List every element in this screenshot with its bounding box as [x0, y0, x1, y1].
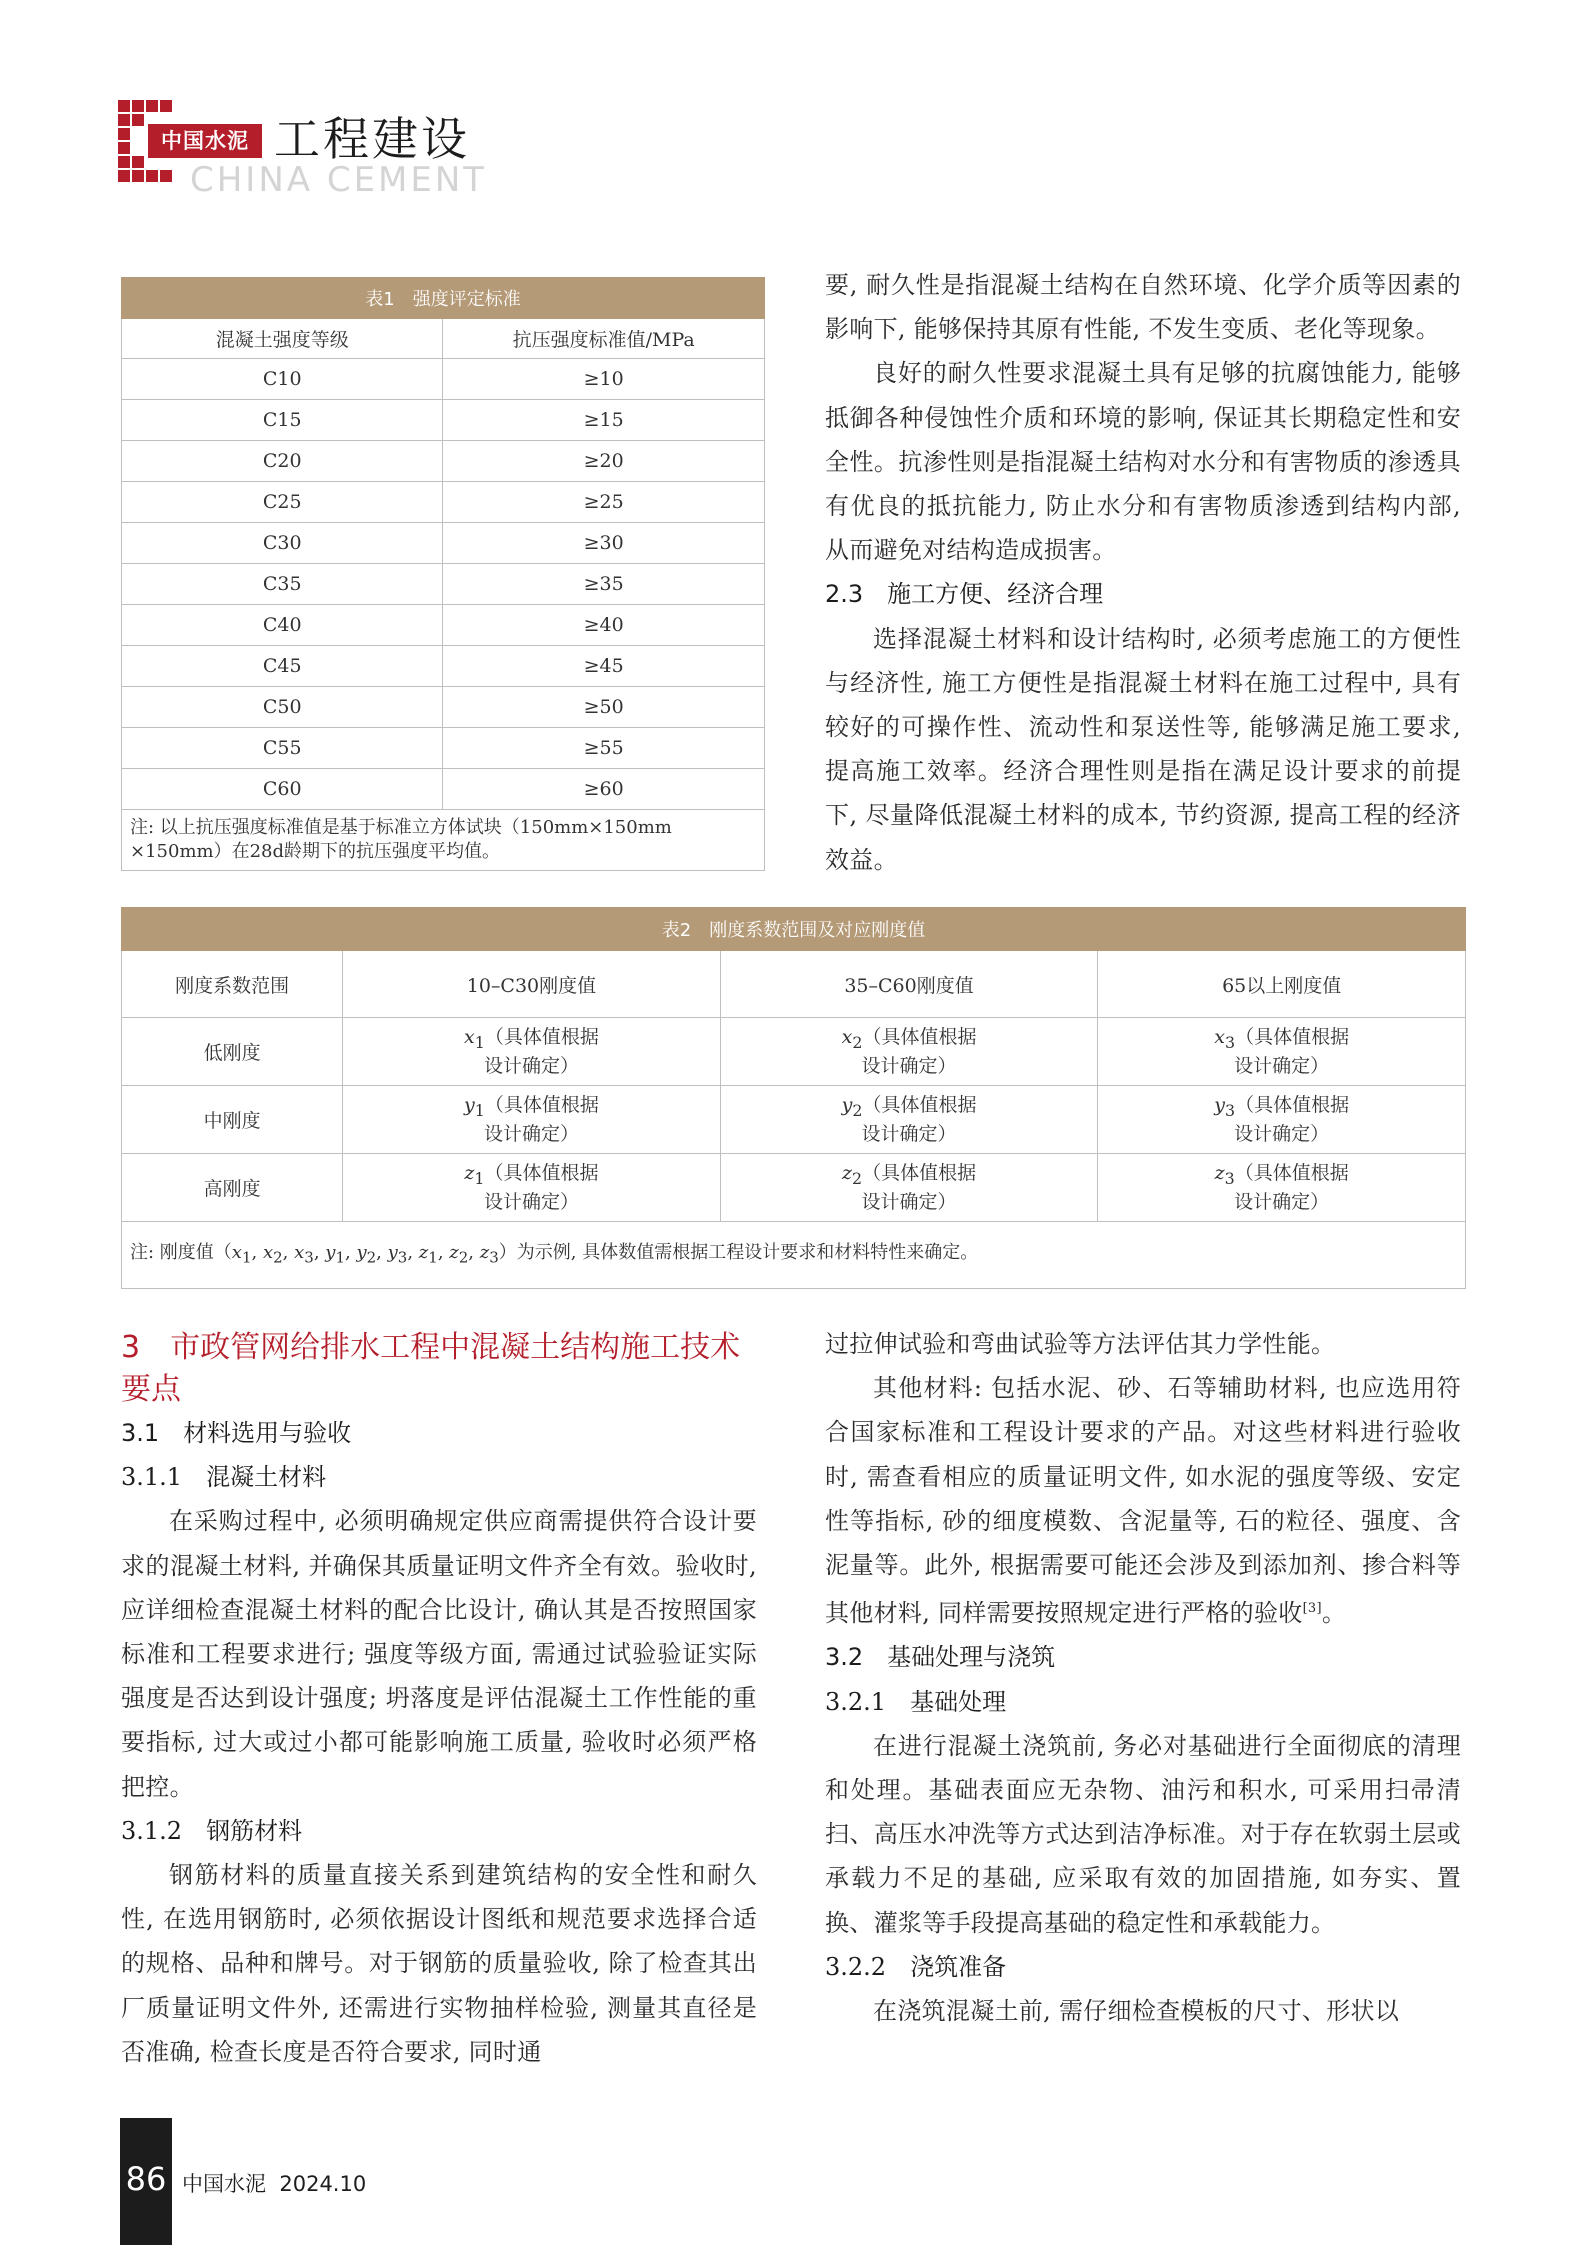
logo-square — [118, 170, 130, 182]
table2-note: 注: 刚度值（$x_1$, $x_2$, $x_3$, $y_1$, $y_2$, $y_3$, $z_1$, $z_2$, $z_3$）为示例, 具体数值需根据工程设计要求和材料特性来确定。 — [122, 1222, 1466, 1289]
variable: x — [841, 1025, 853, 1048]
table-cell: C30 — [122, 523, 443, 564]
table-cell: ≥45 — [443, 646, 765, 687]
paragraph — [825, 1366, 1461, 1635]
table-row — [122, 728, 765, 769]
table-cell — [720, 1154, 1098, 1222]
variable: z — [841, 1161, 852, 1184]
logo-square — [118, 128, 130, 140]
variable-subscript: 3 — [397, 1248, 408, 1267]
left-column-bottom — [121, 1327, 757, 2074]
variable-subscript: 2 — [852, 1100, 863, 1120]
variable-subscript: 2 — [273, 1248, 283, 1267]
table2-header: 10–C30刚度值 — [343, 951, 721, 1018]
table-row-label: 低刚度 — [122, 1018, 343, 1086]
table-cell: C55 — [122, 728, 443, 769]
table-cell — [343, 1086, 721, 1154]
variable-subscript: 3 — [489, 1248, 499, 1267]
journal-name: 中国水泥 — [182, 2172, 266, 2196]
table-cell — [343, 1018, 721, 1086]
cell-text: 设计确定） — [483, 1123, 579, 1146]
variable: y — [356, 1241, 367, 1263]
variable: z — [1214, 1161, 1225, 1184]
variable-subscript: 2 — [366, 1248, 377, 1267]
variable: z — [464, 1161, 475, 1184]
heading-3-2-1: 3.2.1 基础处理 — [825, 1687, 1007, 1716]
table-cell: C10 — [122, 359, 443, 400]
variable: z — [418, 1241, 429, 1263]
note-suffix: ）为示例, 具体数值需根据工程设计要求和材料特性来确定。 — [498, 1241, 979, 1263]
table-cell: ≥55 — [443, 728, 765, 769]
table2-caption: 表2 刚度系数范围及对应刚度值 — [122, 908, 1466, 951]
cell-text: （具体值根据 — [862, 1093, 977, 1116]
logo-square — [160, 100, 172, 112]
table-cell: C20 — [122, 441, 443, 482]
variable-subscript: 3 — [304, 1248, 314, 1267]
table-cell: ≥15 — [443, 400, 765, 441]
variable-subscript: 2 — [458, 1248, 469, 1267]
table1-note: 注: 以上抗压强度标准值是基于标准立方体试块（150mm×150mm ×150mm）在28d龄期下的抗压强度平均值。 — [122, 810, 765, 871]
heading-2-3: 2.3 施工方便、经济合理 — [825, 580, 1104, 609]
cell-text: 设计确定） — [861, 1191, 957, 1214]
paragraph: 选择混凝土材料和设计结构时, 必须考虑施工的方便性与经济性, 施工方便性是指混凝土材料在施工过程中, 具有较好的可操作性、流动性和泵送性等, 能够满足施工要求, 提高施工效率。经济合理性则是指在满足设计要求的前提下, 尽量降低混凝土材料的成本, 节约资源, 提高工程的经济效益。 — [825, 624, 1461, 874]
variable-subscript: 1 — [428, 1248, 438, 1267]
logo-square — [132, 100, 144, 112]
table-row — [122, 1018, 1466, 1086]
table-cell: ≥35 — [443, 564, 765, 605]
logo-square — [132, 170, 144, 182]
note-prefix: 注: 刚度值（ — [130, 1241, 232, 1263]
variable: y — [1214, 1093, 1225, 1116]
variable: y — [841, 1093, 853, 1116]
paragraph: 要, 耐久性是指混凝土结构在自然环境、化学介质等因素的影响下, 能够保持其原有性能, 不发生变质、老化等现象。 — [825, 271, 1461, 344]
table-cell: ≥25 — [443, 482, 765, 523]
table2-header: 35–C60刚度值 — [720, 951, 1098, 1018]
variable-subscript: 2 — [852, 1168, 863, 1188]
logo-square — [132, 156, 144, 168]
table-cell: ≥10 — [443, 359, 765, 400]
logo-square — [160, 170, 172, 182]
cell-text: （具体值根据 — [1235, 1025, 1350, 1048]
table2-header: 刚度系数范围 — [122, 951, 343, 1018]
table-row-label: 高刚度 — [122, 1154, 343, 1222]
variable: x — [262, 1241, 274, 1263]
cell-text: 设计确定） — [861, 1055, 957, 1078]
table-cell — [1098, 1086, 1466, 1154]
table-row — [122, 769, 765, 810]
cell-text: 设计确定） — [483, 1191, 579, 1214]
variable: x — [294, 1241, 305, 1263]
variable-subscript: 1 — [335, 1248, 345, 1267]
cell-text: （具体值根据 — [484, 1025, 599, 1048]
logo-square — [118, 142, 130, 154]
table-cell — [343, 1154, 721, 1222]
table-strength-standard — [121, 277, 765, 871]
cell-text: 设计确定） — [1234, 1191, 1330, 1214]
table-cell — [1098, 1018, 1466, 1086]
table-row — [122, 564, 765, 605]
table-row — [122, 687, 765, 728]
logo-subtitle: CHINA CEMENT — [190, 160, 488, 200]
paragraph: 过拉伸试验和弯曲试验等方法评估其力学性能。 — [825, 1330, 1336, 1358]
cell-text: 设计确定） — [1234, 1055, 1330, 1078]
table1-header-strength: 抗压强度标准值/MPa — [443, 319, 765, 359]
variable: x — [1214, 1025, 1225, 1048]
table-row — [122, 646, 765, 687]
right-column-bottom — [825, 1322, 1461, 2033]
cell-text: （具体值根据 — [862, 1161, 977, 1184]
cell-text: （具体值根据 — [1234, 1161, 1349, 1184]
table-row — [122, 605, 765, 646]
table-row — [122, 523, 765, 564]
journal-issue — [182, 2168, 366, 2198]
cell-text: （具体值根据 — [1235, 1093, 1350, 1116]
table-cell: C35 — [122, 564, 443, 605]
cell-text: 设计确定） — [1234, 1123, 1330, 1146]
variable: y — [325, 1241, 336, 1263]
logo-square — [118, 156, 130, 168]
page-number: 86 — [125, 2160, 167, 2198]
issue-date: 2024.10 — [279, 2172, 367, 2196]
table-cell: ≥40 — [443, 605, 765, 646]
paragraph: 在浇筑混凝土前, 需仔细检查模板的尺寸、形状以 — [873, 1997, 1400, 2026]
table-cell — [720, 1018, 1098, 1086]
table-cell: C15 — [122, 400, 443, 441]
table-cell: C45 — [122, 646, 443, 687]
cell-text: 设计确定） — [861, 1123, 957, 1146]
variable-subscript: 3 — [1224, 1100, 1236, 1120]
variable: x — [464, 1025, 475, 1048]
variable-subscript: 3 — [1224, 1168, 1235, 1188]
table-row — [122, 1154, 1466, 1222]
heading-3-2-2: 3.2.2 浇筑准备 — [825, 1952, 1007, 1981]
table1-caption: 表1 强度评定标准 — [122, 278, 765, 319]
table1-header-grade: 混凝土强度等级 — [122, 319, 443, 359]
variable-subscript: 1 — [241, 1248, 252, 1267]
cell-text: （具体值根据 — [484, 1161, 599, 1184]
table-row — [122, 1086, 1466, 1154]
table-cell: ≥20 — [443, 441, 765, 482]
variable: y — [464, 1093, 475, 1116]
variable: x — [231, 1241, 242, 1263]
table-row — [122, 400, 765, 441]
heading-3-1-1: 3.1.1 混凝土材料 — [121, 1463, 327, 1492]
logo-square — [146, 170, 158, 182]
table-cell: ≥50 — [443, 687, 765, 728]
cell-text: （具体值根据 — [484, 1093, 599, 1116]
cell-text: 设计确定） — [483, 1055, 579, 1078]
paragraph-end: 。 — [1321, 1599, 1347, 1628]
paragraph-text: 其他材料: 包括水泥、砂、石等辅助材料, 也应选用符合国家标准和工程设计要求的产品。对这些材料进行验收时, 需查看相应的质量证明文件, 如水泥的强度等级、安定性等指标, 砂的细度模数、含泥量等, 石的粒径、强度、含泥量等。此外, 根据需要可能还会涉及到添加剂、掺合料等其他材料, 同样需要按照规定进行严格的验收 — [825, 1374, 1461, 1628]
table-cell: C25 — [122, 482, 443, 523]
table-cell: C50 — [122, 687, 443, 728]
table-cell: C60 — [122, 769, 443, 810]
variable: z — [449, 1241, 459, 1263]
table-cell — [1098, 1154, 1466, 1222]
heading-3: 3 市政管网给排水工程中混凝土结构施工技术要点 — [121, 1330, 741, 1407]
logo-badge: 中国水泥 — [148, 124, 262, 158]
table-cell: ≥60 — [443, 769, 765, 810]
section-title: 工程建设 — [274, 112, 470, 166]
variable-subscript: 2 — [852, 1032, 863, 1052]
cell-text: （具体值根据 — [862, 1025, 977, 1048]
paragraph: 良好的耐久性要求混凝土具有足够的抗腐蚀能力, 能够抵御各种侵蚀性介质和环境的影响, 保证其长期稳定性和安全性。抗渗性则是指混凝土结构对水分和有害物质的渗透具有优良的抵抗能力, 防止水分和有害物质渗透到结构内部, 从而避免对结构造成损害。 — [825, 359, 1461, 565]
paragraph: 在采购过程中, 必须明确规定供应商需提供符合设计要求的混凝土材料, 并确保其质量证明文件齐全有效。验收时, 应详细检查混凝土材料的配合比设计, 确认其是否按照国家标准和工程要求进行; 强度等级方面, 需通过试验验证实际强度是否达到设计强度; 坍落度是评估混凝土工作性能的重要指标, 过大或过小都可能影响施工质量, 验收时必须严格把控。 — [121, 1507, 757, 1801]
variable-subscript: 1 — [474, 1168, 485, 1188]
heading-3-2: 3.2 基础处理与浇筑 — [825, 1643, 1056, 1672]
right-column-top — [825, 263, 1461, 882]
table-row — [122, 441, 765, 482]
table-row — [122, 359, 765, 400]
variable: z — [479, 1241, 490, 1263]
table-cell — [720, 1086, 1098, 1154]
variable-subscript: 1 — [474, 1100, 485, 1120]
paragraph: 钢筋材料的质量直接关系到建筑结构的安全性和耐久性, 在选用钢筋时, 必须依据设计图纸和规范要求选择合适的规格、品种和牌号。对于钢筋的质量验收, 除了检查其出厂质量证明文件外, 还需进行实物抽样检验, 测量其直径是否准确, 检查长度是否符合要求, 同时通 — [121, 1861, 757, 2066]
variable-subscript: 1 — [474, 1032, 485, 1052]
table-cell: C40 — [122, 605, 443, 646]
logo-square — [132, 114, 144, 126]
paragraph: 在进行混凝土浇筑前, 务必对基础进行全面彻底的清理和处理。基础表面应无杂物、油污和积水, 可采用扫帚清扫、高压水冲洗等方式达到洁净标准。对于存在软弱土层或承载力不足的基础, 应采取有效的加固措施, 如夯实、置换、灌浆等手段提高基础的稳定性和承载能力。 — [825, 1731, 1461, 1937]
table-row — [122, 482, 765, 523]
table2-header: 65以上刚度值 — [1098, 951, 1466, 1018]
logo-square — [146, 100, 158, 112]
variable-subscript: 3 — [1224, 1032, 1236, 1052]
table-cell: ≥30 — [443, 523, 765, 564]
logo-square — [118, 100, 130, 112]
table-row-label: 中刚度 — [122, 1086, 343, 1154]
heading-3-1: 3.1 材料选用与验收 — [121, 1419, 352, 1447]
variable: y — [387, 1241, 398, 1263]
heading-3-1-2: 3.1.2 钢筋材料 — [121, 1816, 303, 1845]
citation-ref: [3] — [1302, 1601, 1322, 1617]
table-stiffness — [121, 907, 1466, 1289]
logo-square — [118, 114, 130, 126]
